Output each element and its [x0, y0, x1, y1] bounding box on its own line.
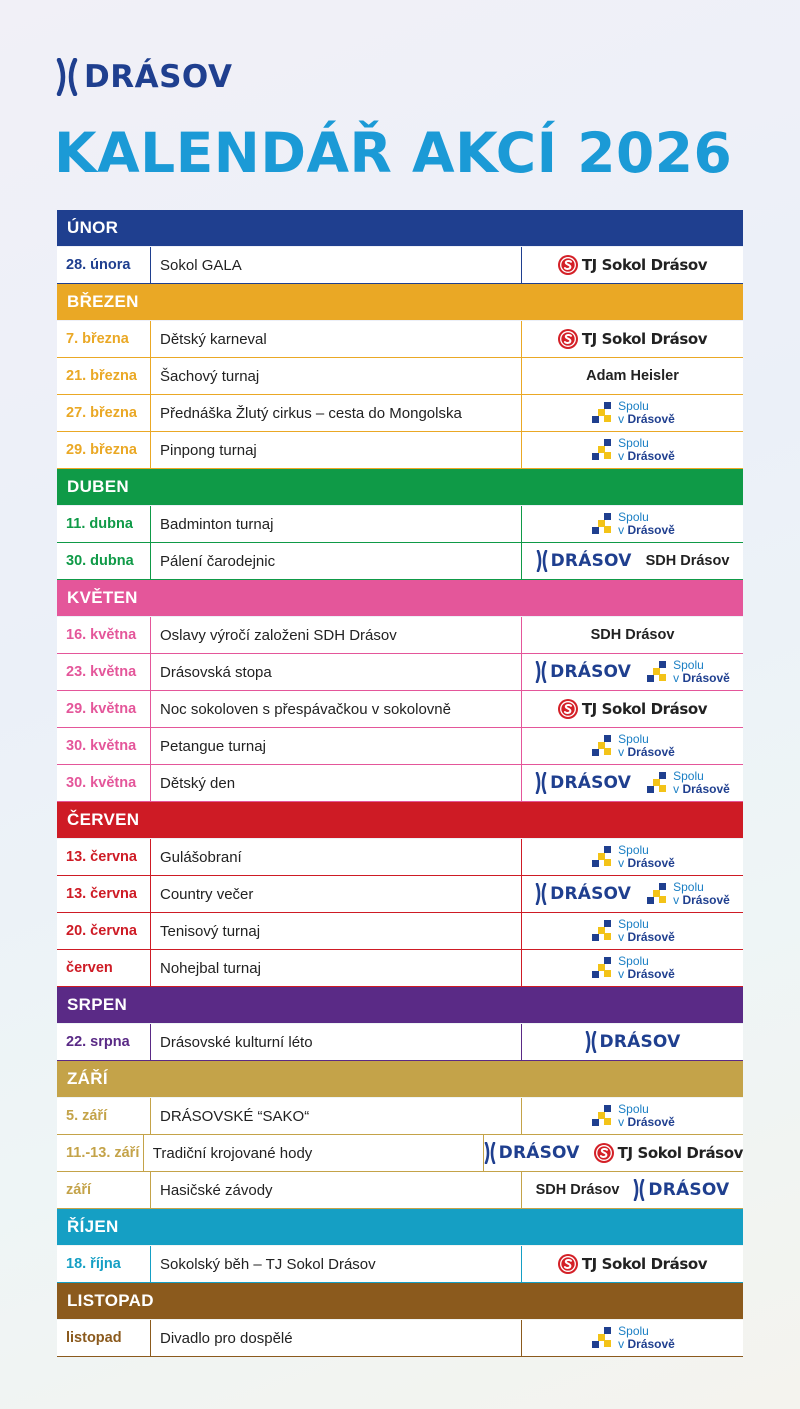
organizer-spolu-logo [590, 511, 675, 537]
spolu-squares-icon [645, 882, 669, 906]
spolu-logo-text [618, 1103, 675, 1129]
event-row [57, 247, 743, 283]
spolu-logo-name: Drásově [627, 745, 675, 759]
event-date: 30. dubna [57, 543, 151, 579]
spolu-squares-icon [590, 734, 614, 758]
event-date: 30. května [57, 765, 151, 801]
organizer-spolu-logo [645, 770, 730, 796]
organizer-spolu-logo [590, 437, 675, 463]
event-row [57, 358, 743, 394]
month-header: BŘEZEN [57, 284, 743, 320]
organizer-drasov-logo [536, 550, 632, 572]
drasov-logo-text: DRÁSOV [550, 773, 632, 793]
sokol-logo-text: TJ Sokol Drásov [617, 1144, 743, 1162]
event-date: 27. března [57, 395, 151, 431]
month-header: ÚNOR [57, 210, 743, 246]
event-organizers [522, 358, 743, 394]
spolu-logo-v: v [673, 893, 680, 907]
event-organizers [522, 321, 743, 357]
event-row [57, 654, 743, 690]
sokol-logo-text: TJ Sokol Drásov [581, 1255, 708, 1273]
event-organizers [522, 1320, 743, 1356]
spolu-logo-text [618, 733, 675, 759]
event-organizers [522, 913, 743, 949]
organizer-spolu-logo [590, 844, 675, 870]
organizer-spolu-logo [590, 918, 675, 944]
event-date: listopad [57, 1320, 151, 1356]
event-row [57, 1172, 743, 1208]
event-title: Drásovské kulturní léto [151, 1024, 522, 1060]
organizer-drasov-logo [535, 772, 631, 794]
event-organizers [522, 691, 743, 727]
event-title: Dětský karneval [151, 321, 522, 357]
spolu-logo-line1: Spolu [618, 1324, 649, 1338]
event-title: DRÁSOVSKÉ “SAKO“ [151, 1098, 522, 1134]
spolu-logo-v: v [618, 856, 625, 870]
spolu-logo-line1: Spolu [618, 399, 649, 413]
sokol-emblem-icon [558, 329, 578, 349]
spolu-logo-name: Drásově [627, 1115, 675, 1129]
page-title: KALENDÁŘ AKCÍ 2026 [54, 121, 733, 185]
sokol-emblem-icon [558, 255, 578, 275]
spolu-logo-v: v [673, 671, 680, 685]
event-title: Tradiční krojované hody [144, 1135, 484, 1171]
month-header: DUBEN [57, 469, 743, 505]
spolu-logo-text [618, 955, 675, 981]
event-title: Sokol GALA [151, 247, 522, 283]
drasov-logo-icon [633, 1179, 645, 1201]
organizer-sokol-logo [558, 255, 707, 275]
event-title: Oslavy výročí založeni SDH Drásov [151, 617, 522, 653]
organizer-sokol-logo [558, 329, 707, 349]
organizer-sokol-logo [594, 1143, 743, 1163]
spolu-logo-name: Drásově [627, 449, 675, 463]
organizer-spolu-logo [590, 1103, 675, 1129]
event-title: Šachový turnaj [151, 358, 522, 394]
organizer-sokol-logo [558, 1254, 707, 1274]
event-row [57, 1320, 743, 1356]
spolu-logo-name: Drásově [682, 782, 730, 796]
event-row [57, 617, 743, 653]
month-header: KVĚTEN [57, 580, 743, 616]
spolu-logo-text [618, 918, 675, 944]
event-organizers [484, 1135, 743, 1171]
spolu-squares-icon [590, 438, 614, 462]
spolu-logo-name: Drásově [682, 893, 730, 907]
event-date: 5. září [57, 1098, 151, 1134]
event-row [57, 691, 743, 727]
spolu-logo-name: Drásově [682, 671, 730, 685]
spolu-squares-icon [590, 956, 614, 980]
month-header: ZÁŘÍ [57, 1061, 743, 1097]
event-organizers [522, 247, 743, 283]
event-row [57, 432, 743, 468]
spolu-logo-line1: Spolu [618, 732, 649, 746]
spolu-logo-text [673, 770, 730, 796]
organizer-drasov-logo [633, 1179, 729, 1201]
sokol-emblem-icon [594, 1143, 614, 1163]
organizer-spolu-logo [590, 733, 675, 759]
spolu-logo-text [618, 437, 675, 463]
event-date: 22. srpna [57, 1024, 151, 1060]
sokol-logo-text: TJ Sokol Drásov [581, 330, 708, 348]
spolu-logo-text [618, 511, 675, 537]
spolu-logo-line2 [618, 931, 675, 944]
spolu-logo-line2 [618, 968, 675, 981]
event-row [57, 950, 743, 986]
spolu-logo-line1: Spolu [673, 658, 704, 672]
spolu-logo-line2 [618, 857, 675, 870]
event-row [57, 1098, 743, 1134]
spolu-logo-line2 [618, 1338, 675, 1351]
event-row [57, 543, 743, 579]
event-organizers [522, 432, 743, 468]
spolu-logo-text [618, 400, 675, 426]
organizer-drasov-logo [585, 1031, 681, 1053]
event-organizers [522, 876, 743, 912]
event-title: Country večer [151, 876, 522, 912]
event-row [57, 506, 743, 542]
event-organizers [522, 839, 743, 875]
event-title: Pinpong turnaj [151, 432, 522, 468]
event-title: Divadlo pro dospělé [151, 1320, 522, 1356]
header-logo-text: DRÁSOV [84, 59, 233, 95]
spolu-logo-line2 [673, 672, 730, 685]
event-row [57, 321, 743, 357]
spolu-logo-v: v [618, 523, 625, 537]
event-row [57, 765, 743, 801]
event-date: 23. května [57, 654, 151, 690]
event-row [57, 913, 743, 949]
spolu-logo-line1: Spolu [618, 954, 649, 968]
month-header: SRPEN [57, 987, 743, 1023]
event-date: 11. dubna [57, 506, 151, 542]
month-header: ČERVEN [57, 802, 743, 838]
spolu-logo-v: v [618, 1115, 625, 1129]
spolu-logo-line1: Spolu [618, 510, 649, 524]
event-date: červen [57, 950, 151, 986]
event-organizers [522, 617, 743, 653]
spolu-logo-name: Drásově [627, 412, 675, 426]
event-title: Dětský den [151, 765, 522, 801]
drasov-logo-icon [535, 883, 547, 905]
organizer-spolu-logo [590, 400, 675, 426]
spolu-logo-v: v [618, 745, 625, 759]
organizer-spolu-logo [645, 659, 730, 685]
organizer-spolu-logo [590, 1325, 675, 1351]
event-title: Sokolský běh – TJ Sokol Drásov [151, 1246, 522, 1282]
sokol-emblem-icon [558, 699, 578, 719]
drasov-logo-text: DRÁSOV [550, 884, 632, 904]
drasov-logo-icon [484, 1142, 496, 1164]
event-row [57, 839, 743, 875]
spolu-logo-v: v [673, 782, 680, 796]
sokol-emblem-icon [558, 1254, 578, 1274]
event-title: Přednáška Žlutý cirkus – cesta do Mongolska [151, 395, 522, 431]
event-date: 7. března [57, 321, 151, 357]
spolu-logo-line2 [618, 746, 675, 759]
event-organizers [522, 506, 743, 542]
spolu-logo-text [618, 844, 675, 870]
spolu-logo-line1: Spolu [618, 1102, 649, 1116]
spolu-logo-text [673, 659, 730, 685]
spolu-logo-line1: Spolu [618, 436, 649, 450]
drasov-logo-text: DRÁSOV [550, 662, 632, 682]
drasov-logo-icon [535, 661, 547, 683]
event-title: Badminton turnaj [151, 506, 522, 542]
spolu-logo-line2 [618, 413, 675, 426]
spolu-logo-line1: Spolu [618, 843, 649, 857]
event-title: Hasičské závody [151, 1172, 522, 1208]
organizer-sokol-logo [558, 699, 707, 719]
drasov-logo-text: DRÁSOV [498, 1143, 580, 1163]
event-organizers [522, 1172, 743, 1208]
event-date: 28. února [57, 247, 151, 283]
sokol-logo-text: TJ Sokol Drásov [581, 256, 708, 274]
event-title: Nohejbal turnaj [151, 950, 522, 986]
event-date: 29. května [57, 691, 151, 727]
spolu-logo-line2 [618, 1116, 675, 1129]
spolu-logo-v: v [618, 412, 625, 426]
spolu-logo-line1: Spolu [673, 769, 704, 783]
event-row [57, 1024, 743, 1060]
events-calendar [57, 210, 743, 1357]
spolu-logo-v: v [618, 449, 625, 463]
organizer-name: SDH Drásov [535, 1182, 620, 1198]
event-date: 16. května [57, 617, 151, 653]
month-header: LISTOPAD [57, 1283, 743, 1319]
event-organizers [522, 395, 743, 431]
event-date: 18. října [57, 1246, 151, 1282]
spolu-logo-name: Drásově [627, 1337, 675, 1351]
event-row [57, 1246, 743, 1282]
spolu-squares-icon [645, 771, 669, 795]
event-organizers [522, 1024, 743, 1060]
spolu-squares-icon [590, 1104, 614, 1128]
spolu-logo-line2 [618, 524, 675, 537]
organizer-drasov-logo [535, 883, 631, 905]
event-date: 13. června [57, 839, 151, 875]
event-title: Pálení čarodejnic [151, 543, 522, 579]
event-date: 11.-13. září [57, 1135, 144, 1171]
spolu-logo-v: v [618, 930, 625, 944]
event-date: září [57, 1172, 151, 1208]
spolu-squares-icon [645, 660, 669, 684]
spolu-squares-icon [590, 845, 614, 869]
spolu-squares-icon [590, 512, 614, 536]
drasov-logo-icon [585, 1031, 597, 1053]
spolu-logo-v: v [618, 967, 625, 981]
organizer-name: SDH Drásov [590, 627, 675, 643]
spolu-squares-icon [590, 401, 614, 425]
event-organizers [522, 728, 743, 764]
spolu-logo-text [673, 881, 730, 907]
event-organizers [522, 1246, 743, 1282]
event-organizers [522, 950, 743, 986]
event-row [57, 728, 743, 764]
event-title: Petangue turnaj [151, 728, 522, 764]
event-date: 30. května [57, 728, 151, 764]
organizer-drasov-logo [484, 1142, 580, 1164]
event-organizers [522, 543, 743, 579]
event-date: 13. června [57, 876, 151, 912]
month-header: ŘÍJEN [57, 1209, 743, 1245]
event-organizers [522, 765, 743, 801]
sokol-logo-text: TJ Sokol Drásov [581, 700, 708, 718]
spolu-logo-v: v [618, 1337, 625, 1351]
spolu-logo-text [618, 1325, 675, 1351]
event-row [57, 395, 743, 431]
event-date: 21. března [57, 358, 151, 394]
header-logo [56, 58, 232, 96]
spolu-logo-name: Drásově [627, 930, 675, 944]
event-title: Gulášobraní [151, 839, 522, 875]
drasov-logo-text: DRÁSOV [648, 1180, 730, 1200]
drasov-logo-icon [536, 550, 548, 572]
event-row [57, 876, 743, 912]
event-title: Tenisový turnaj [151, 913, 522, 949]
event-organizers [522, 654, 743, 690]
event-date: 29. března [57, 432, 151, 468]
event-title: Noc sokoloven s přespávačkou v sokolovně [151, 691, 522, 727]
organizer-spolu-logo [590, 955, 675, 981]
drasov-logo-text: DRÁSOV [550, 551, 632, 571]
spolu-squares-icon [590, 1326, 614, 1350]
event-title: Drásovská stopa [151, 654, 522, 690]
spolu-logo-line1: Spolu [618, 917, 649, 931]
spolu-logo-line2 [673, 894, 730, 907]
event-row [57, 1135, 743, 1171]
organizer-name: Adam Heisler [586, 368, 679, 384]
spolu-logo-name: Drásově [627, 523, 675, 537]
spolu-logo-line1: Spolu [673, 880, 704, 894]
spolu-squares-icon [590, 919, 614, 943]
event-date: 20. června [57, 913, 151, 949]
drasov-logo-icon [56, 58, 78, 96]
drasov-logo-icon [535, 772, 547, 794]
spolu-logo-line2 [673, 783, 730, 796]
organizer-drasov-logo [535, 661, 631, 683]
spolu-logo-name: Drásově [627, 856, 675, 870]
spolu-logo-name: Drásově [627, 967, 675, 981]
organizer-name: SDH Drásov [645, 553, 730, 569]
spolu-logo-line2 [618, 450, 675, 463]
drasov-logo-text: DRÁSOV [599, 1032, 681, 1052]
event-organizers [522, 1098, 743, 1134]
organizer-spolu-logo [645, 881, 730, 907]
